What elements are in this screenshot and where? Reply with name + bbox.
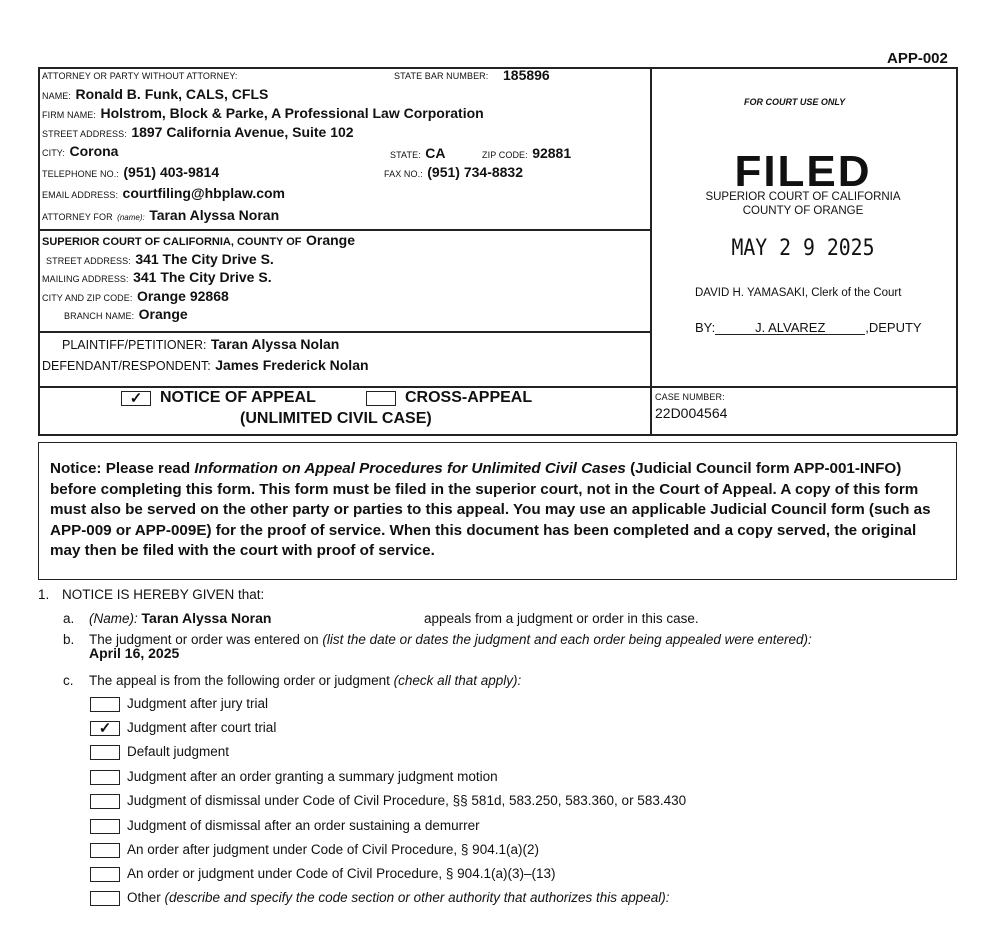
option-checkbox-dismissal-ccp[interactable] — [90, 794, 120, 809]
by-label: BY: — [695, 320, 716, 335]
defendant-row — [42, 357, 369, 375]
court-parties-divider — [38, 331, 651, 333]
plaintiff-name: Taran Alyssa Nolan — [210, 336, 340, 352]
item-c-letter: c. — [63, 673, 74, 688]
attorney-city: Corona — [69, 143, 119, 159]
attorney-name: Ronald B. Funk, CALS, CFLS — [75, 86, 269, 102]
notice-text — [50, 459, 945, 562]
option-checkbox-other[interactable] — [90, 891, 120, 906]
attorney-zip: 92881 — [532, 145, 572, 161]
court-street: 341 The City Drive S. — [135, 251, 274, 267]
option-other-italic: (describe and specify the code section or other authority that authorizes this appeal): — [164, 890, 670, 905]
attorney-street-row — [42, 124, 354, 142]
court-branch-label: BRANCH NAME: — [64, 311, 135, 321]
deputy-name: J. ALVAREZ — [715, 321, 865, 335]
case-number-label: CASE NUMBER: — [655, 392, 725, 402]
form-subtitle: (UNLIMITED CIVIL CASE) — [240, 410, 432, 427]
option-checkbox-summary-judgment[interactable] — [90, 770, 120, 785]
title-divider — [38, 386, 957, 388]
judgment-date: April 16, 2025 — [89, 645, 180, 661]
attorney-phone: (951) 403-9814 — [123, 164, 220, 180]
option-checkbox-default[interactable] — [90, 745, 120, 760]
attorney-for-label: ATTORNEY FOR — [42, 212, 113, 222]
attorney-header-label: ATTORNEY OR PARTY WITHOUT ATTORNEY: — [42, 71, 238, 81]
plaintiff-row — [62, 336, 339, 354]
notice-part2: (Judicial Council form APP-001-INFO) before completing this form. This form must be filed in the superior court, not in the Court of Appeal. A copy of this form must also be served on the other party or parties to this appeal. You may use an applicable Judicial Council form (such as APP-009 or APP-009E) for the proof of service. When this document has been completed and a copy served, the original may then be filed with the court with proof of service. — [50, 460, 931, 559]
filed-stamp-title: FILED — [734, 147, 872, 196]
deputy-suffix: ,DEPUTY — [865, 320, 922, 335]
option-other-row — [127, 890, 670, 905]
plaintiff-label: PLAINTIFF/PETITIONER: — [62, 338, 207, 352]
cross-appeal-checkbox[interactable] — [366, 391, 396, 406]
item-b-text: The judgment or order was entered on — [89, 632, 323, 647]
item-b-row — [89, 632, 812, 647]
option-other-label: Other — [127, 890, 165, 905]
cross-appeal-label: CROSS-APPEAL — [405, 389, 533, 406]
zip-label: ZIP CODE: — [482, 150, 528, 160]
firm-row — [42, 105, 484, 123]
option-checkbox-after-judgment[interactable] — [90, 843, 120, 858]
attorney-email: courtfiling@hbplaw.com — [122, 185, 286, 201]
court-use-label: FOR COURT USE ONLY — [744, 97, 846, 107]
item-c-italic: (check all that apply): — [393, 673, 522, 688]
caption-left-border — [38, 67, 40, 435]
attorney-street: 1897 California Avenue, Suite 102 — [131, 124, 354, 140]
item-c-row — [89, 673, 521, 688]
option-label-default: Default judgment — [127, 744, 230, 759]
attorney-for-row — [42, 207, 279, 225]
attorney-city-row — [42, 143, 118, 161]
form-id: APP-002 — [887, 50, 948, 67]
attorney-state-row — [390, 145, 445, 163]
defendant-name: James Frederick Nolan — [215, 357, 369, 373]
filed-stamp-by-row — [695, 320, 922, 335]
item-a-label: (Name): — [89, 611, 138, 626]
court-cityzip: Orange 92868 — [136, 288, 229, 304]
state-label: STATE: — [390, 150, 421, 160]
court-street-row — [46, 251, 274, 269]
attorney-name-row — [42, 86, 268, 104]
filed-stamp-court-line2: COUNTY OF ORANGE — [742, 205, 864, 217]
notice-part1: Notice: Please read — [50, 460, 195, 477]
option-label-summary-judgment: Judgment after an order granting a summary judgment motion — [127, 769, 498, 784]
filed-stamp-date: MAY 2 9 2025 — [731, 236, 875, 261]
phone-label: TELEPHONE NO.: — [42, 169, 119, 179]
option-checkbox-court-trial[interactable]: ✓ — [90, 721, 120, 736]
bar-number-label: STATE BAR NUMBER: — [394, 71, 489, 81]
attorney-phone-row — [42, 164, 219, 182]
court-county: Orange — [305, 232, 355, 248]
court-mailing-label: MAILING ADDRESS: — [42, 274, 129, 284]
court-header-row — [42, 232, 355, 250]
court-mailing: 341 The City Drive S. — [133, 269, 272, 285]
attorney-zip-row — [482, 145, 571, 163]
item-a-letter: a. — [63, 611, 75, 626]
caption-vertical-divider — [650, 67, 652, 435]
caption-top-border — [38, 67, 957, 69]
appellant-name: Taran Alyssa Noran — [141, 610, 272, 626]
option-label-court-trial: Judgment after court trial — [127, 720, 277, 735]
court-branch-row — [64, 306, 188, 324]
item-b-letter: b. — [63, 632, 75, 647]
attorney-state: CA — [425, 145, 446, 161]
option-label-jury-trial: Judgment after jury trial — [127, 696, 269, 711]
attorney-for-name: Taran Alyssa Noran — [149, 207, 280, 223]
court-header: SUPERIOR COURT OF CALIFORNIA, COUNTY OF — [42, 236, 302, 248]
court-cityzip-row — [42, 288, 229, 306]
firm-name: Holstrom, Block & Parke, A Professional Law Corporation — [100, 105, 484, 121]
caption-bottom-border — [38, 434, 957, 436]
item-c-text: The appeal is from the following order or judgment — [89, 673, 394, 688]
court-mailing-row — [42, 269, 272, 287]
street-label: STREET ADDRESS: — [42, 129, 127, 139]
defendant-label: DEFENDANT/RESPONDENT: — [42, 359, 211, 373]
item-b-italic: (list the date or dates the judgment and each order being appealed were entered): — [322, 632, 812, 647]
email-label: EMAIL ADDRESS: — [42, 190, 119, 200]
attorney-email-row — [42, 185, 285, 203]
notice-of-appeal-checkbox[interactable]: ✓ — [121, 391, 151, 406]
option-label-order-judgment: An order or judgment under Code of Civil Procedure, § 904.1(a)(3)–(13) — [127, 866, 556, 881]
option-checkbox-jury-trial[interactable] — [90, 697, 120, 712]
attorney-fax: (951) 734-8832 — [427, 164, 524, 180]
bar-number: 185896 — [503, 67, 550, 83]
court-street-label: STREET ADDRESS: — [46, 256, 131, 266]
notice-of-appeal-label: NOTICE OF APPEAL — [160, 389, 316, 406]
section1-number: 1. — [38, 587, 50, 602]
attorney-fax-row — [384, 164, 523, 182]
section1-heading: NOTICE IS HEREBY GIVEN that: — [62, 587, 265, 602]
court-branch: Orange — [138, 306, 188, 322]
attorney-court-divider — [38, 229, 651, 231]
item-a-text: appeals from a judgment or order in this case. — [424, 611, 699, 626]
option-checkbox-order-judgment[interactable] — [90, 867, 120, 882]
notice-italic-title: Information on Appeal Procedures for Unlimited Civil Cases — [194, 460, 626, 477]
filed-stamp-court-line1: SUPERIOR COURT OF CALIFORNIA — [705, 191, 901, 203]
caption-right-border — [956, 67, 958, 435]
court-cityzip-label: CITY AND ZIP CODE: — [42, 293, 133, 303]
case-number: 22D004564 — [655, 405, 728, 421]
fax-label: FAX NO.: — [384, 169, 423, 179]
item-a-row — [89, 610, 271, 626]
firm-label: FIRM NAME: — [42, 110, 96, 120]
option-label-dismissal-ccp: Judgment of dismissal under Code of Civil Procedure, §§ 581d, 583.250, 583.360, or 583.430 — [127, 793, 687, 808]
name-label: NAME: — [42, 91, 72, 101]
city-label: CITY: — [42, 148, 66, 158]
option-label-after-judgment: An order after judgment under Code of Civil Procedure, § 904.1(a)(2) — [127, 842, 539, 857]
option-checkbox-demurrer[interactable] — [90, 819, 120, 834]
filed-stamp-clerk: DAVID H. YAMASAKI, Clerk of the Court — [695, 287, 902, 299]
option-label-demurrer: Judgment of dismissal after an order sustaining a demurrer — [127, 818, 480, 833]
attorney-for-name-label: (name): — [117, 213, 145, 222]
